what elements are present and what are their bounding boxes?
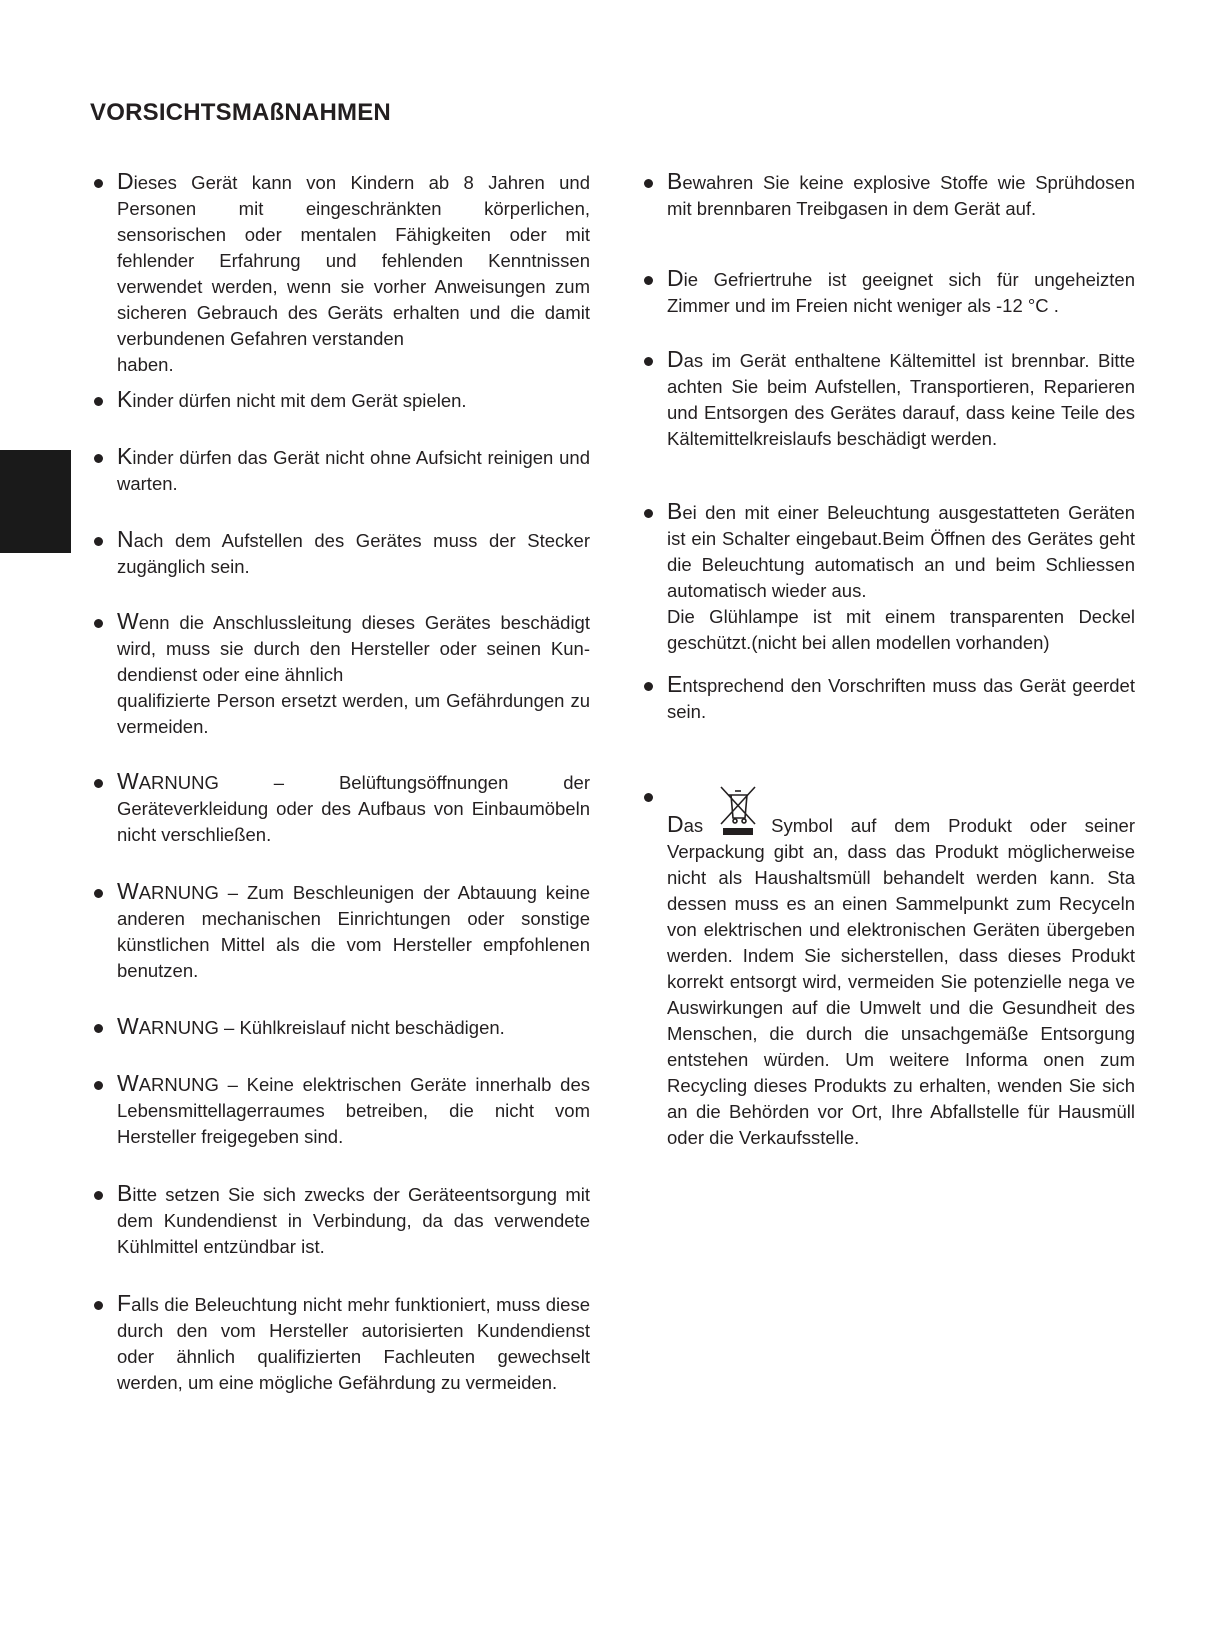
initial-letter: D (667, 811, 684, 837)
list-item (90, 1015, 590, 1041)
bullet-icon (644, 276, 653, 285)
item-text: ARNUNG – Keine elektrischen Geräte innerhalb des Lebensmittellagerraumes betreiben, die nicht vom Hersteller freigegeben sind. (117, 1074, 590, 1147)
initial-letter: W (117, 608, 139, 634)
initial-letter: K (117, 386, 133, 412)
bullet-icon (644, 793, 653, 802)
initial-letter: B (117, 1180, 133, 1206)
page-title: VORSICHTSMAßNAHMEN (90, 99, 391, 126)
item-text: as im Gerät enthaltene Kältemittel ist brennbar. Bitte achten Sie beim Aufstellen, Transportieren, Reparieren und Entsorgen des Gerätes darauf, dass keine Teile des Kältemittelkreislaufs beschädigt werden. (667, 350, 1135, 449)
crossed-out-wheelie-bin-icon (717, 784, 759, 836)
item-text: as (683, 815, 704, 836)
list-item (640, 500, 1135, 656)
initial-letter: B (667, 168, 683, 194)
initial-letter: D (667, 265, 684, 291)
list-item (640, 267, 1135, 319)
bullet-icon (94, 619, 103, 628)
bullet-icon (94, 1191, 103, 1200)
item-text: Die Glühlampe ist mit einem transparenten Deckel geschützt.(nicht bei allen modellen vorhanden) (667, 606, 1135, 653)
bullet-icon (94, 537, 103, 546)
initial-letter: W (117, 768, 139, 794)
list-item (90, 1182, 590, 1260)
list-item (90, 445, 590, 497)
initial-letter: W (117, 1070, 139, 1096)
item-text: inder dürfen das Gerät nicht ohne Aufsicht reinigen und warten. (117, 447, 590, 494)
bullet-icon (94, 179, 103, 188)
item-text: qualifizierte Person ersetzt werden, um Gefährdungen zu vermeiden. (117, 690, 590, 737)
bullet-icon (94, 889, 103, 898)
list-item (90, 610, 590, 740)
list-item (90, 1072, 590, 1150)
initial-letter: E (667, 671, 683, 697)
list-item (90, 528, 590, 580)
list-item (640, 348, 1135, 452)
item-text: ach dem Aufstellen des Gerätes muss der Stecker zugänglich sein. (117, 530, 590, 577)
initial-letter: N (117, 526, 134, 552)
item-text: ARNUNG – Belüftungsöffnungen der Geräteverkleidung oder des Aufbaus von Einbaumöbeln nicht verschließen. (117, 772, 590, 845)
initial-letter: F (117, 1290, 132, 1316)
item-text: ntsprechend den Vorschriften muss das Gerät geerdet sein. (667, 675, 1135, 722)
list-item (90, 388, 590, 414)
initial-letter: W (117, 1013, 139, 1039)
item-text: ieses Gerät kann von Kindern ab 8 Jahren und Personen mit eingeschränkten körperlichen, sensorischen oder mentalen Fähigkeiten oder mit fehlender Erfahrung und fehlenden Kenntnissen verwendet werden, wenn sie vorher Anweisungen zum sicheren Gebrauch des Geräts erhalten und die damit verbundenen Gefahren verstanden (117, 172, 590, 349)
initial-letter: B (667, 498, 683, 524)
initial-letter: K (117, 443, 133, 469)
list-item (90, 770, 590, 848)
item-text: itte setzen Sie sich zwecks der Geräteentsorgung mit dem Kundendienst in Verbindung, da das verwendete Kühlmittel entzündbar ist. (117, 1184, 590, 1257)
item-text: ARNUNG – Zum Beschleunigen der Abtauung keine anderen mechanischen Einrichtungen oder sonstige künstlichen Mittel als die vom Hersteller empfohlenen benutzen. (117, 882, 590, 981)
list-item (90, 1292, 590, 1396)
bullet-icon (644, 357, 653, 366)
bullet-icon (94, 1301, 103, 1310)
initial-letter: D (667, 346, 684, 372)
item-text: enn die Anschlussleitung dieses Gerätes beschädigt wird, muss sie durch den Hersteller oder seinen Kun-dendienst oder eine ähnlich (117, 612, 590, 685)
bullet-icon (94, 454, 103, 463)
item-text: ie Gefriertruhe ist geeignet sich für ungeheizten Zimmer und im Freien nicht weniger als -12 °C . (667, 269, 1135, 316)
list-item (640, 673, 1135, 725)
list-item (90, 880, 590, 984)
bullet-icon (94, 1081, 103, 1090)
item-text: Symbol auf dem Produkt oder seiner Verpackung gibt an, dass das Produkt möglicherweise nicht als Haushaltsmüll behandelt werden kann. Sta dessen muss es an einen Sammelpunkt zum Recyceln von elektrischen und elektronischen Geräten übergeben werden. Indem Sie sicherstellen, dass dieses Produkt korrekt entsorgt wird, vermeiden Sie potenzielle nega ve Auswirkungen auf die Umwelt und die Gesundheit des Menschen, die durch die unsachgemäße Entsorgung entstehen würden. Um weitere Informa onen zum Recycling dieses Produkts zu erhalten, wenden Sie sich an die Behörden vor Ort, Ihre Abfallstelle für Hausmüll oder die Verkaufsstelle. (667, 815, 1135, 1148)
bullet-icon (94, 779, 103, 788)
bullet-icon (644, 179, 653, 188)
initial-letter: W (117, 878, 139, 904)
bullet-icon (644, 509, 653, 518)
item-text: alls die Beleuchtung nicht mehr funktioniert, muss diese durch den vom Hersteller autorisierten Kundendienst oder ähnlich qualifizierten Fachleuten gewechselt werden, um eine mögliche Gefährdung zu vermeiden. (117, 1294, 590, 1393)
bullet-icon (94, 1024, 103, 1033)
item-text: ARNUNG – Kühlkreislauf nicht beschädigen. (138, 1017, 505, 1038)
section-tab-marker (0, 450, 71, 553)
item-text: ewahren Sie keine explosive Stoffe wie Sprühdosen mit brennbaren Treibgasen in dem Gerät auf. (667, 172, 1135, 219)
bullet-icon (94, 397, 103, 406)
list-item (90, 170, 590, 378)
bullet-icon (644, 682, 653, 691)
list-item (640, 170, 1135, 222)
item-text: ei den mit einer Beleuchtung ausgestatteten Geräten ist ein Schalter eingebaut.Beim Öffnen des Gerätes geht die Beleuchtung automatisch an und beim Schliessen automatisch wieder aus. (667, 502, 1135, 601)
item-text: haben. (117, 354, 174, 375)
initial-letter: D (117, 168, 134, 194)
item-text: inder dürfen nicht mit dem Gerät spielen. (132, 390, 467, 411)
list-item (640, 784, 1135, 1151)
